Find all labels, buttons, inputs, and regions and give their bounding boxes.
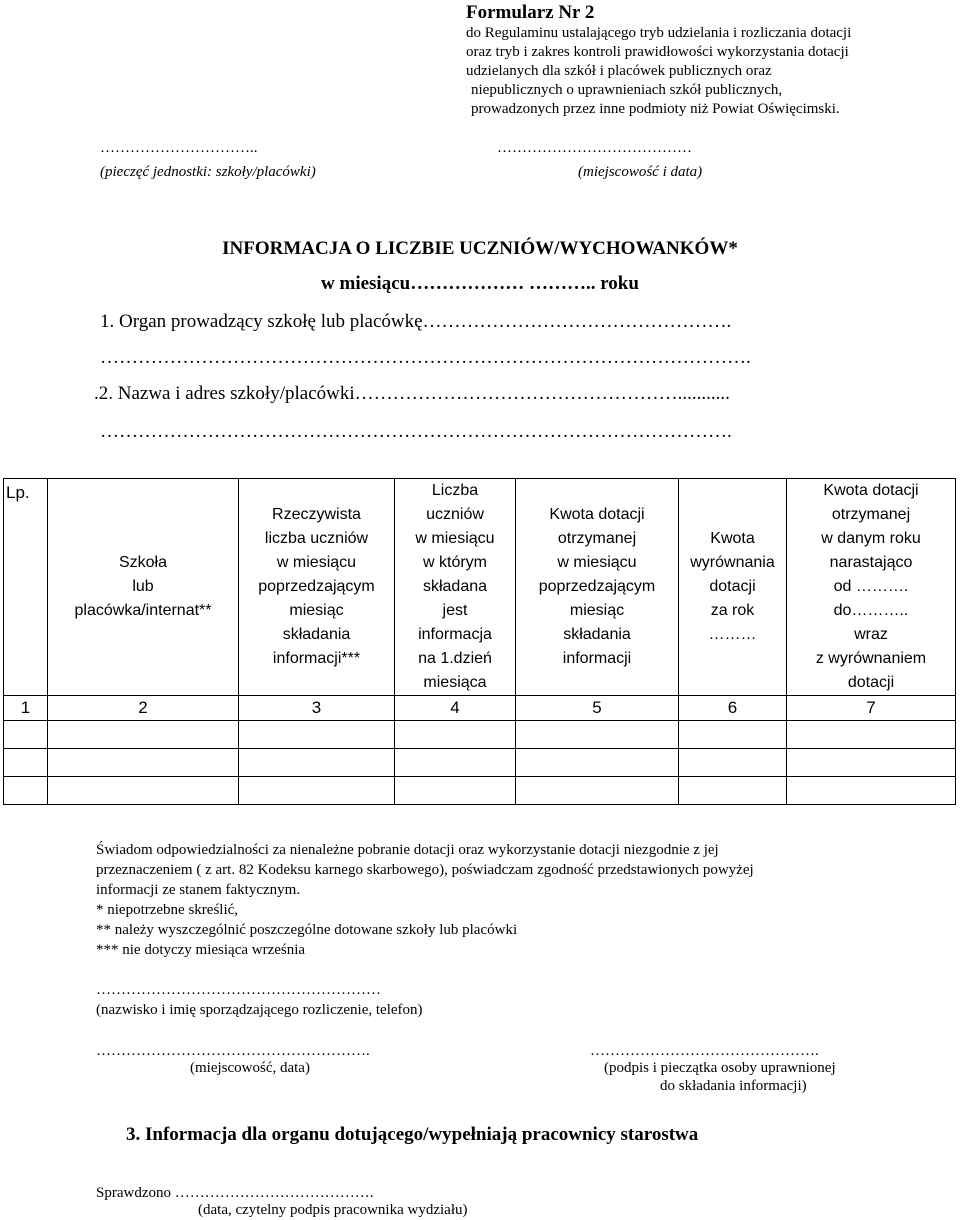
signature-label-1: (podpis i pieczątka osoby uprawnionej	[604, 1060, 836, 1076]
header-grant-cumulative: Kwota dotacji otrzymanej w danym roku narastająco od ………. do……….. wraz z wyrównaniem dotacji	[787, 479, 956, 696]
footnote-1: * niepotrzebne skreślić,	[96, 902, 239, 918]
table-cell[interactable]	[4, 749, 48, 777]
header-adjustment: Kwota wyrównania dotacji za rok ………	[679, 479, 787, 696]
table-cell[interactable]	[516, 749, 679, 777]
school-field: .2. Nazwa i adres szkoły/placówki……………………………………………...........	[94, 383, 730, 404]
table-cell[interactable]	[239, 721, 395, 749]
signature-dots: ……………………………………….	[590, 1043, 819, 1059]
header-line-5: prowadzonych przez inne podmioty niż Powiat Oświęcimski.	[471, 101, 840, 117]
header-line-3: udzielanych dla szkół i placówek publicznych oraz	[466, 63, 772, 79]
form-number: Formularz Nr 2	[466, 2, 595, 23]
place-dots: ……………………………………………….	[96, 1043, 370, 1059]
student-count-table	[3, 478, 956, 805]
preparer-dots: …………………………………………………	[96, 982, 381, 998]
table-cell[interactable]	[679, 777, 787, 805]
checked-line: Sprawdzono ………………………………….	[96, 1185, 374, 1201]
footnote-2: ** należy wyszczególnić poszczególne dotowane szkoły lub placówki	[96, 922, 518, 938]
header-grant-previous: Kwota dotacji otrzymanej w miesiącu poprzedzającym miesiąc składania informacji	[516, 479, 679, 696]
col-number-6: 6	[679, 696, 787, 721]
table-cell[interactable]	[239, 777, 395, 805]
signature-label-2: do składania informacji)	[660, 1078, 807, 1094]
table-cell[interactable]	[48, 721, 239, 749]
table-cell[interactable]	[395, 749, 516, 777]
table-row	[4, 777, 956, 805]
table-cell[interactable]	[395, 777, 516, 805]
header-students-current: Liczba uczniów w miesiącu w którym składana jest informacja na 1.dzień miesiąca	[395, 479, 516, 696]
col-number-3: 3	[239, 696, 395, 721]
col-number-7: 7	[787, 696, 956, 721]
section-3-title: 3. Informacja dla organu dotującego/wypełniają pracownicy starostwa	[126, 1124, 699, 1145]
month-year-line: w miesiącu……………… ……….. roku	[321, 273, 639, 294]
stamp-label: (pieczęć jednostki: szkoły/placówki)	[100, 164, 316, 180]
table-cell[interactable]	[239, 749, 395, 777]
table-cell[interactable]	[4, 721, 48, 749]
header-line-2: oraz tryb i zakres kontroli prawidłowości wykorzystania dotacji	[466, 44, 849, 60]
statement-line-3: informacji ze stanem faktycznym.	[96, 882, 301, 898]
preparer-label: (nazwisko i imię sporządzającego rozliczenie, telefon)	[96, 1002, 423, 1018]
header-line-4: niepublicznych o uprawnieniach szkół publicznych,	[471, 82, 783, 98]
school-field-continuation: ……………………………………………………………………………………….	[100, 421, 732, 442]
table-row	[4, 721, 956, 749]
header-school: Szkoła lub placówka/internat**	[48, 479, 239, 696]
place-date-dots: …………………………………	[497, 140, 692, 156]
table-cell[interactable]	[516, 777, 679, 805]
table-cell[interactable]	[48, 749, 239, 777]
footnote-3: *** nie dotyczy miesiąca września	[96, 942, 306, 958]
col-number-5: 5	[516, 696, 679, 721]
table-cell[interactable]	[679, 721, 787, 749]
table-row	[4, 749, 956, 777]
header-line-1: do Regulaminu ustalającego tryb udzielania i rozliczania dotacji	[466, 25, 852, 41]
table-cell[interactable]	[787, 721, 956, 749]
place-label: (miejscowość, data)	[190, 1060, 310, 1076]
stamp-dots: …………………………..	[100, 140, 258, 156]
table-cell[interactable]	[679, 749, 787, 777]
header-actual-students: Rzeczywista liczba uczniów w miesiącu poprzedzającym miesiąc składania informacji***	[239, 479, 395, 696]
lp-label: Lp.	[6, 483, 30, 502]
statement-line-1: Świadom odpowiedzialności za nienależne pobranie dotacji oraz wykorzystanie dotacji niezgodnie z jej	[96, 842, 719, 858]
organ-field: 1. Organ prowadzący szkołę lub placówkę………………………………………….	[100, 311, 732, 332]
form-title: INFORMACJA O LICZBIE UCZNIÓW/WYCHOWANKÓW*	[222, 238, 738, 259]
statement-line-2: przeznaczeniem ( z art. 82 Kodeksu karnego skarbowego), poświadczam zgodność przedstawionych powyżej	[96, 862, 754, 878]
table-cell[interactable]	[787, 749, 956, 777]
table-cell[interactable]	[787, 777, 956, 805]
checked-label: (data, czytelny podpis pracownika wydziału)	[198, 1202, 468, 1218]
header-lp	[4, 479, 48, 696]
table-cell[interactable]	[395, 721, 516, 749]
col-number-1: 1	[4, 696, 48, 721]
table-cell[interactable]	[48, 777, 239, 805]
col-number-2: 2	[48, 696, 239, 721]
col-number-4: 4	[395, 696, 516, 721]
place-date-label: (miejscowość i data)	[578, 164, 703, 180]
organ-field-continuation: ………………………………………………………………………………………….	[100, 347, 751, 368]
table-cell[interactable]	[516, 721, 679, 749]
table-cell[interactable]	[4, 777, 48, 805]
